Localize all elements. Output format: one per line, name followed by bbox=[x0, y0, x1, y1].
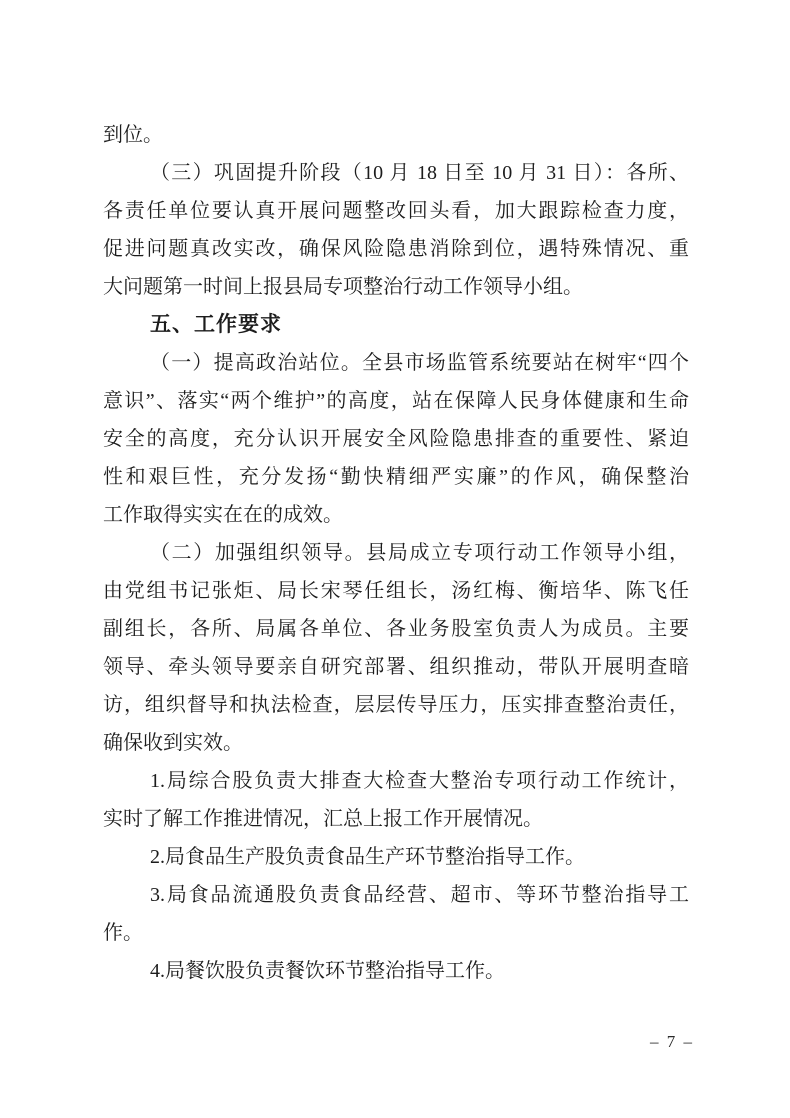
text-line: 2.局食品生产股负责食品生产环节整治指导工作。 bbox=[150, 846, 585, 868]
text-line: （三）巩固提升阶段（10 月 18 日至 10 月 31 日）：各所、 bbox=[150, 162, 689, 184]
text-line: 各责任单位要认真开展问题整改回头看，加大跟踪检查力度， bbox=[103, 200, 689, 222]
text-line: （一）提高政治站位。全县市场监管系统要站在树牢“四个 bbox=[150, 352, 689, 374]
text-line: 3.局食品流通股负责食品经营、超市、等环节整治指导工 bbox=[150, 884, 689, 906]
text-line: 促进问题真改实改，确保风险隐患消除到位，遇特殊情况、重 bbox=[103, 238, 689, 260]
text-line: 副组长，各所、局属各单位、各业务股室负责人为成员。主要 bbox=[103, 618, 689, 640]
text-line: 作。 bbox=[103, 922, 143, 944]
section-heading: 五、工作要求 bbox=[150, 313, 282, 336]
text-line: 1.局综合股负责大排查大检查大整治专项行动工作统计， bbox=[150, 770, 689, 792]
text-line: 安全的高度，充分认识开展安全风险隐患排查的重要性、紧迫 bbox=[103, 428, 689, 450]
page-number: – 7 – bbox=[650, 1032, 694, 1051]
text-line: 4.局餐饮股负责餐饮环节整治指导工作。 bbox=[150, 960, 505, 982]
text-line: 领导、牵头领导要亲自研究部署、组织推动，带队开展明查暗 bbox=[103, 656, 689, 678]
text-line: 性和艰巨性，充分发扬“勤快精细严实廉”的作风，确保整治 bbox=[103, 466, 689, 488]
text-line: 工作取得实实在在的成效。 bbox=[103, 504, 343, 526]
text-line: 到位。 bbox=[103, 124, 163, 146]
text-line: 实时了解工作推进情况，汇总上报工作开展情况。 bbox=[103, 808, 543, 830]
text-line: 确保收到实效。 bbox=[103, 732, 243, 754]
text-line: 由党组书记张炬、局长宋琴任组长，汤红梅、衡培华、陈飞任 bbox=[103, 580, 689, 602]
document-body bbox=[103, 116, 689, 990]
text-line: 意识”、落实“两个维护”的高度，站在保障人民身体健康和生命 bbox=[103, 390, 689, 412]
text-line: 访，组织督导和执法检查，层层传导压力，压实排查整治责任， bbox=[103, 694, 689, 716]
text-line: 大问题第一时间上报县局专项整治行动工作领导小组。 bbox=[103, 276, 583, 298]
text-line: （二）加强组织领导。县局成立专项行动工作领导小组， bbox=[150, 542, 689, 564]
